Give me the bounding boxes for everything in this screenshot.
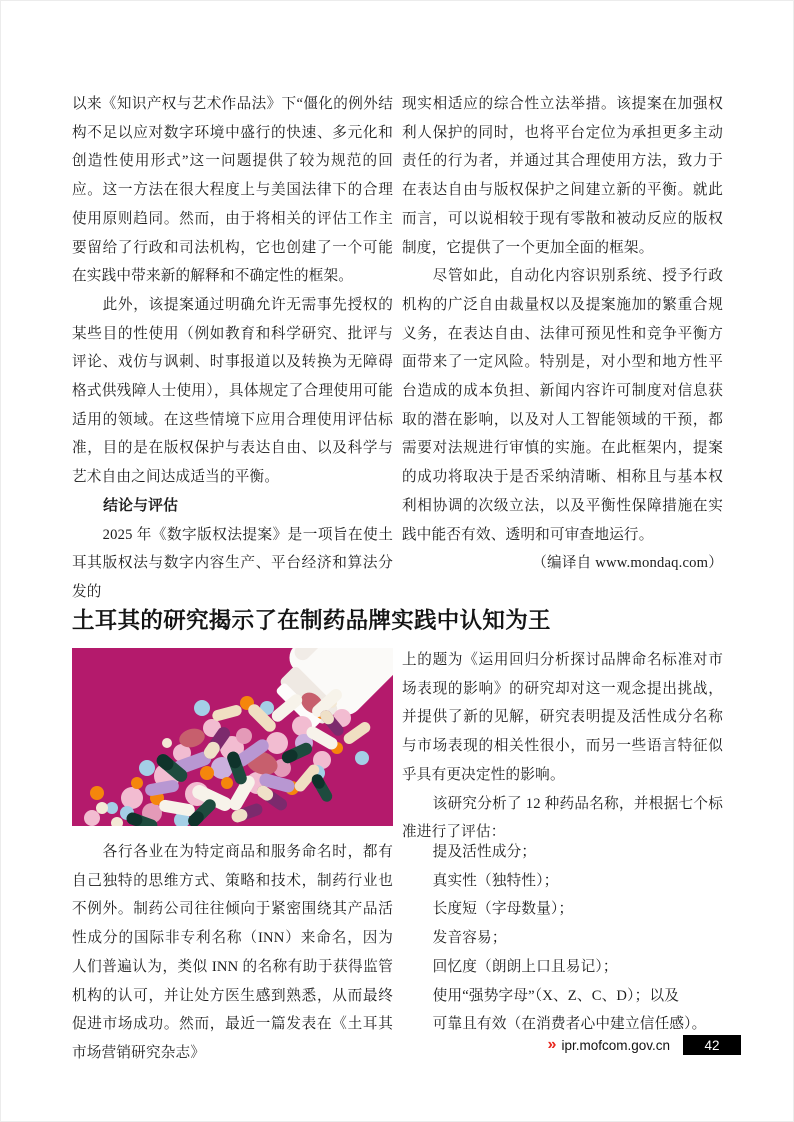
pills-photo: [72, 648, 393, 826]
paragraph: 现实相适应的综合性立法举措。该提案在加强权利人保护的同时，也将平台定位为承担更多主动责任的行为者，并通过其合理使用方法，致力于在表达自由与版权保护之间建立新的平衡。就此而言，可以说相较于现有零散和被动反应的版权制度，它提供了一个更加全面的框架。: [402, 96, 723, 256]
criteria-item: 长度短（字母数量）；: [432, 901, 574, 918]
footer-domain: ipr.mofcom.gov.cn: [561, 1037, 670, 1053]
paragraph: 以来《知识产权与艺术作品法》下“僵化的例外结构不足以应对数字环境中盛行的快速、多元化和创造性使用形式”这一问题提供了较为规范的回应。这一方法在很大程度上与美国法律下的合理使用原则趋同。然而，由于将相关的评估工作主要留给了行政和司法机构，它也创建了一个可能在实践中带来新的解释和不确定性的框架。: [72, 96, 393, 285]
page-number-badge: 42: [683, 1035, 741, 1055]
top-right-column: [402, 90, 723, 578]
paragraph: 此外，该提案通过明确允许无需事先授权的某些目的性使用（例如教育和科学研究、批评与评论、戏仿与讽刺、时事报道以及转换为无障碍格式供残障人士使用），具体规定了合理使用可能适用的领域。在这些情境下应用合理使用评估标准，目的是在版权保护与表达自由、以及科学与艺术自由之间达成适当的平衡。: [72, 296, 393, 486]
criteria-item: 提及活性成分；: [432, 844, 537, 860]
criteria-item: 回忆度（朗朗上口且易记）；: [432, 958, 618, 975]
criteria-item: 可靠且有效（在消费者心中建立信任感）。: [432, 1016, 707, 1033]
double-chevron-icon: »: [547, 1036, 557, 1053]
paragraph: 上的题为《运用回归分析探讨品牌命名标准对市场表现的影响》的研究却对这一观念提出挑战，并提供了新的见解，研究表明提及活性成分名称与市场表现的相关性很小，而另一些语言特征似乎具有更决定性的影响。: [402, 652, 723, 783]
paragraph: 该研究分析了 12 种药品名称，并根据七个标准进行了评估：: [402, 795, 723, 841]
article-headline: 土耳其的研究揭示了在制药品牌实践中认知为王: [72, 608, 551, 633]
mid-right-column: [402, 646, 723, 847]
paragraph: 尽管如此，自动化内容识别系统、授予行政机构的广泛自由裁量权以及提案施加的繁重合规义务，在表达自由、法律可预见性和竞争平衡方面带来了一定风险。特别是，对小型和地方性平台造成的成本负担、新闻内容许可制度对信息获取的潜在影响，以及对人工智能领域的干预，都需要对法规进行审慎的实施。在此框架内，提案的成功将取决于是否采纳清晰、相称且与基本权利相协调的次级立法，以及平衡性保障措施在实践中能否有效、透明和可审查地运行。: [402, 268, 723, 543]
bottom-right-column: [402, 838, 723, 1039]
paragraph: 2025 年《数字版权法提案》是一项旨在使土耳其版权法与数字内容生产、平台经济和算法分发的: [72, 526, 393, 600]
paragraph: 各行各业在为特定商品和服务命名时，都有自己独特的思维方式、策略和技术，制药行业也不例外。制药公司往往倾向于紧密围绕其产品活性成分的国际非专利名称（INN）来命名，因为人们普遍认为，类似 INN 的名称有助于获得监管机构的认可，并让处方医生感到熟悉，从而最终促进市场成功。然而，最近一篇发表在《土耳其市场营销研究杂志》: [72, 844, 393, 1061]
criteria-item: 使用“强势字母”（X、Z、C、D）；以及: [432, 987, 680, 1004]
section-heading-conclusion: 结论与评估: [103, 497, 179, 514]
bottom-left-column: [72, 838, 393, 1068]
criteria-item: 发音容易；: [432, 930, 507, 947]
criteria-item: 真实性（独特性）；: [432, 872, 559, 889]
source-attribution: （编译自 www.mondaq.com）: [532, 555, 723, 572]
top-left-column: [72, 90, 393, 607]
page-footer: [72, 1035, 741, 1055]
